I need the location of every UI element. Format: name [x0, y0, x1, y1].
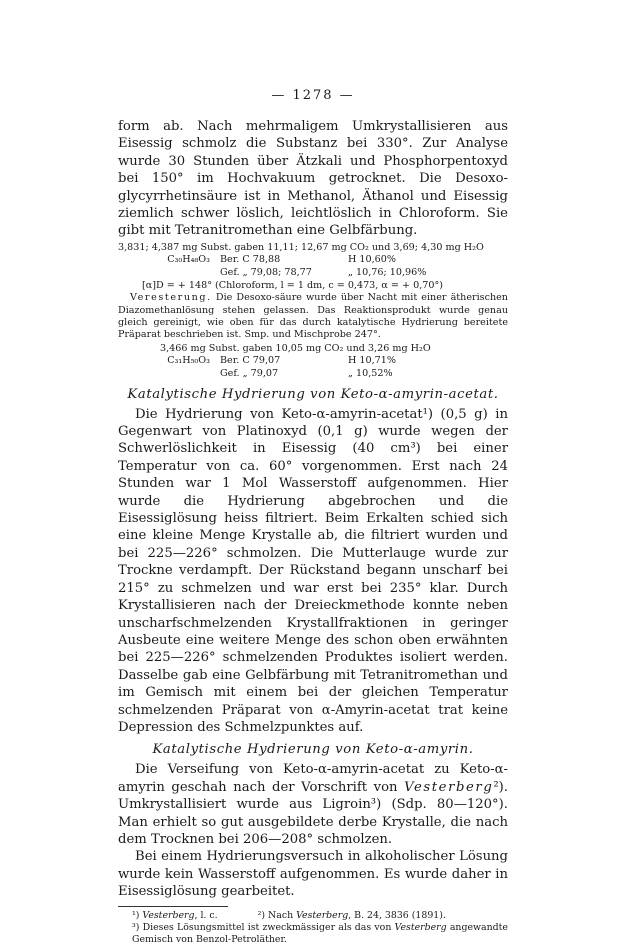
analysis-block-2	[118, 343, 508, 381]
veresterung-word: Veresterung.	[130, 292, 212, 304]
section-heading-hydrierung-acetat: Katalytische Hydrierung von Keto-α-amyrin-acetat.	[127, 386, 499, 402]
page	[118, 88, 508, 946]
found-hydrogen: „ 10,76; 10,96%	[348, 267, 427, 279]
author-name: Vesterberg	[404, 779, 494, 795]
analysis-line: 3,831; 4,387 mg Subst. gaben 11,11; 12,67 mg CO₂ und 3,69; 4,30 mg H₂O	[118, 241, 484, 253]
analysis-found-row	[118, 368, 508, 381]
calc-hydrogen: H 10,60%	[348, 254, 396, 266]
formula: C₃₁H₅₀O₃	[167, 355, 210, 367]
found-carbon: Gef. „ 79,07	[220, 368, 279, 380]
text-run: Die Verseifung von Keto-α-amyrin-acetat zu Keto-α-amyrin geschah nach der Vorschrift von	[118, 762, 508, 795]
analysis-calc-row	[118, 254, 508, 267]
found-hydrogen: „ 10,52%	[348, 368, 393, 380]
author-name: Vesterberg	[394, 921, 447, 933]
found-carbon: Gef. „ 79,08; 78,77	[220, 267, 312, 279]
calc-carbon: Ber. C 79,07	[220, 355, 281, 367]
footnote-text: , l. c.	[194, 909, 218, 921]
section-heading-hydrierung-amyrin: Katalytische Hydrierung von Keto-α-amyrin.	[152, 742, 474, 758]
footnote-3	[118, 922, 508, 946]
paragraph-desoxo-properties: form ab. Nach mehrmaligem Umkrystallisieren aus Eisessig schmolz die Substanz bei 330°. Zur Analyse wurde 30 Stunden über Ätzkali und Phosphorpentoxyd bei 150° im Hochvakuum getrocknet. Die Desoxo-glycyrrhetinsäure ist in Methanol, Äthanol und Eisessig ziemlich schwer löslich, leichtlöslich in Chloroform. Sie gibt mit Tetranitromethan eine Gelbfärbung.	[118, 119, 508, 239]
footnote-mark: ¹)	[132, 909, 143, 921]
analysis-calc-row	[118, 355, 508, 368]
text-run: ²). Umkrystallisiert wurde aus Ligroin³) (Sdp. 80—120°). Man erhielt so gut ausgebildete derbe Krystalle, die nach dem Trocknen bei 206—208° schmolzen.	[118, 779, 508, 847]
footnote-mark: ²) Nach	[257, 909, 297, 921]
veresterung-text: Die Desoxo-säure wurde über Nacht mit einer ätherischen Diazomethanlösung stehen gelassen. Das Reaktionsprodukt wurde genau gleich gereinigt, wie oben für das durch katalytische Hydrierung bereitete Präparat beschrieben ist. Smp. und Mischprobe 247°.	[118, 292, 508, 341]
footnote-text: angewandte Gemisch von Benzol-Petroläther.	[132, 921, 508, 945]
analysis-found-row	[118, 267, 508, 280]
author-name: Vesterberg	[142, 909, 195, 921]
calc-carbon: Ber. C 78,88	[220, 254, 281, 266]
analysis-line: 3,466 mg Subst. gaben 10,05 mg CO₂ und 3,26 mg H₂O	[160, 342, 431, 354]
footnote-text: ³) Dieses Lösungsmittel ist zweckmässiger als das von	[132, 921, 395, 933]
author-name: Vesterberg	[296, 909, 349, 921]
analysis-block-1	[118, 242, 508, 292]
optical-rotation: [α]D = + 148° (Chloroform, l = 1 dm, c = 0,473, α = + 0,70°)	[142, 279, 443, 291]
footnote-text: , B. 24, 3836 (1891).	[348, 909, 446, 921]
footnote-divider	[118, 906, 228, 907]
paragraph-hydrierung-acetat: Die Hydrierung von Keto-α-amyrin-acetat¹) (0,5 g) in Gegenwart von Platinoxyd (0,1 g) wurde wegen der Schwerlöslichkeit in Eisessig (40 cm³) bei einer Temperatur von ca. 60° vorgenommen. Erst nach 24 Stunden war 1 Mol Wasserstoff aufgenommen. Hier wurde die Hydrierung abgebrochen und die Eisessiglösung heiss filtriert. Beim Erkalten schied sich eine kleine Menge Krystalle ab, die filtriert wurden und bei 225—226° schmolzen. Die Mutterlauge wurde zur Trockne verdampft. Der Rückstand begann unscharf bei 215° zu schmelzen und war erst bei 235° klar. Durch Krystallisieren nach der Dreieckmethode konnte neben unscharfschmelzenden Krystallfraktionen in geringer Ausbeute eine weitere Menge des schon oben erwähnten bei 225—226° schmelzenden Produktes isoliert werden. Dasselbe gab eine Gelbfärbung mit Tetranitromethan und im Gemisch mit einem bei der gleichen Temperatur schmelzenden Präparat von α-Amyrin-acetat trat keine Depression des Schmelzpunktes auf.	[118, 406, 508, 735]
paragraph-verseifung	[118, 761, 508, 848]
page-number: — 1278 —	[271, 88, 355, 103]
calc-hydrogen: H 10,71%	[348, 355, 396, 367]
footnotes	[118, 910, 508, 946]
paragraph-hydrierungsversuch: Bei einem Hydrierungsversuch in alkoholischer Lösung wurde kein Wasserstoff aufgenommen. Es wurde daher in Eisessiglösung gearbeitet.	[118, 849, 508, 900]
footnote-1-2	[118, 910, 508, 922]
formula: C₃₀H₄₈O₃	[167, 254, 210, 266]
paragraph-veresterung	[118, 292, 508, 342]
